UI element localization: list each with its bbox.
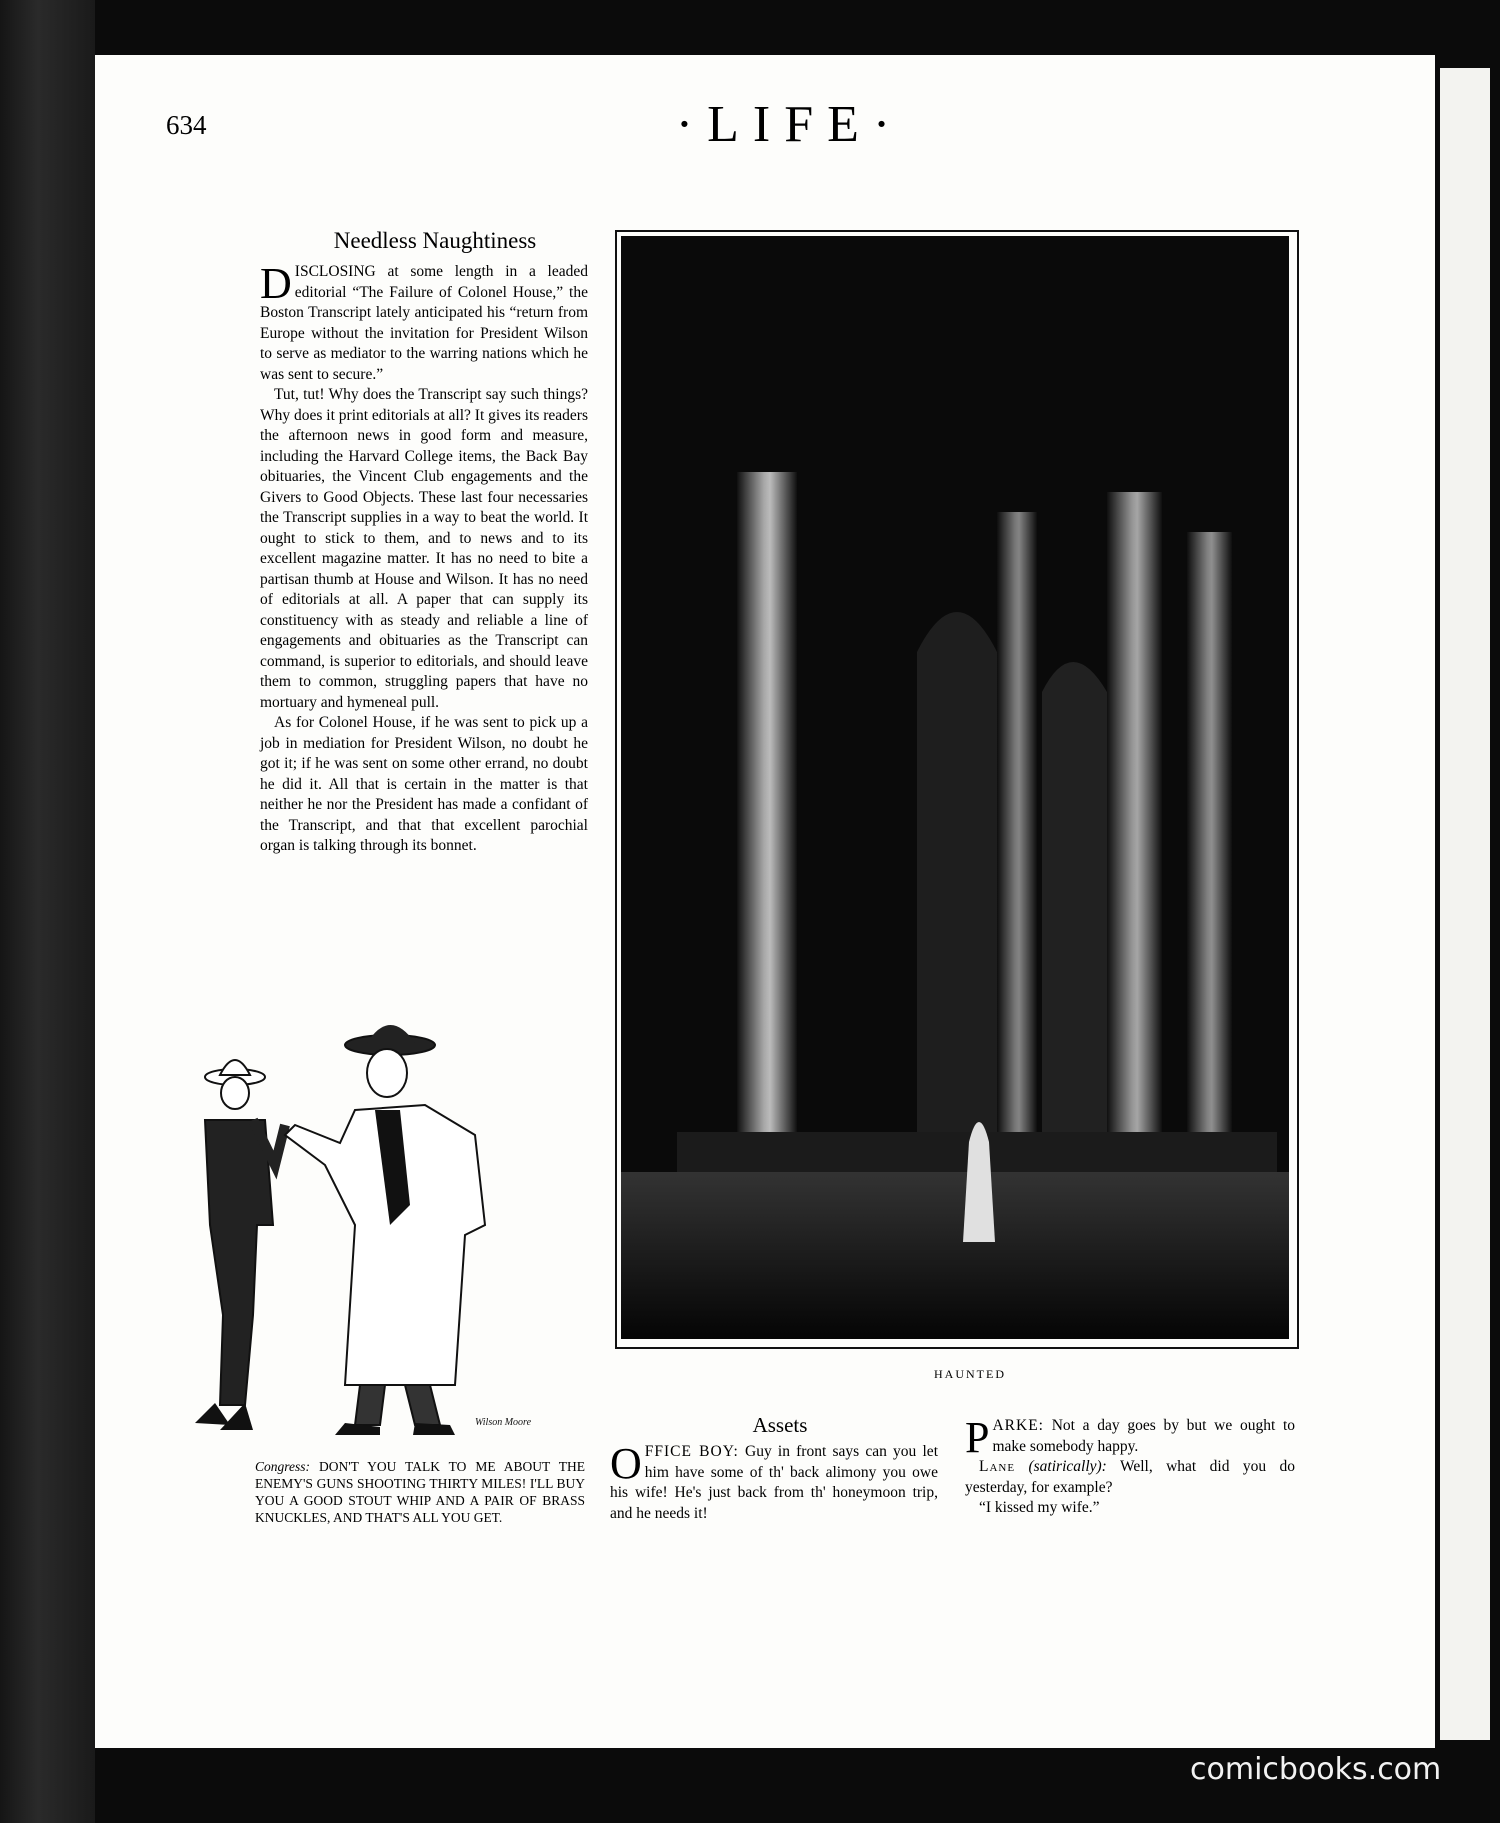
article-body (260, 259, 588, 857)
dialogue-line-1: Not a day goes by but we ought to make somebody happy. (992, 1417, 1296, 1455)
article-paragraph: Tut, tut! Why does the Transcript say such things? Why does it print editorials at all? It gives its readers the afternoon news in good form and measure, including the Harvard College items, the Back Bay obituaries, the Vincent Club engagements and the Givers to Good Objects. These last four necessaries the Transcript supplies in a way to beat the world. It ought to stick to them, and to news and to its excellent magazine matter. It has no need to bite a partisan thumb at House and Wilson. It has no need of editorials at all. A paper that can supply its constituency with as steady and reliable a line of engagements and obituaries as the Transcript can command, is superior to editorials, and should leave them to common, struggling papers that have no mortuary and hymeneal pull. (260, 386, 588, 711)
artist-signature: Wilson Moore (475, 1417, 532, 1428)
article-paragraph: DISCLOSING at some length in a leaded editorial “The Failure of Colonel House,” the Boston Transcript lately anticipated his “return from Europe without the invitation for President Wilson to serve as mediator to the warring nations which he was sent to secure.” (260, 259, 588, 383)
congress-cartoon (175, 1025, 595, 1445)
article-title: Needless Naughtiness (333, 228, 537, 253)
dialogue-lead: ARKE: (992, 1417, 1044, 1434)
facing-page-edge (1440, 68, 1490, 1740)
scan-background-left (0, 0, 95, 1823)
dialogue-body (965, 1413, 1296, 1519)
drop-cap: P (965, 1413, 990, 1462)
soldier-figure (195, 1060, 285, 1430)
dialogue-speaker-2: Lane (979, 1458, 1016, 1475)
haunted-illustration (617, 232, 1293, 1343)
dialogue-speaker-2-note: (satirically): (1028, 1458, 1107, 1475)
cartoon-caption-speaker: Congress: (255, 1459, 311, 1474)
assets-title: Assets (752, 1413, 808, 1437)
assets-text: Guy in front says can you let him have some of th' back alimony you owe his wife! He's just back from th' honeymoon trip, and he needs it! (610, 1443, 938, 1522)
congress-figure (285, 1025, 485, 1435)
assets-body (610, 1439, 938, 1524)
dialogue-line-2: Well, what did you do yesterday, for example? (965, 1458, 1295, 1496)
article-paragraph: As for Colonel House, if he was sent to pick up a job in mediation for President Wilson, no doubt he got it; if he was sent on some other errand, no doubt he did it. All that is certain in the matter is that neither he nor the President has made a confidant of the Transcript, and that that excellent parochial organ is talking through its bonnet. (260, 714, 588, 854)
drop-cap: O (610, 1439, 642, 1488)
site-watermark: comicbooks.com (1190, 1752, 1442, 1787)
assets-lead: FFICE BOY: (644, 1443, 739, 1460)
illustration-caption: HAUNTED (934, 1367, 1006, 1381)
cartoon-caption-text: DON'T YOU TALK TO ME ABOUT THE ENEMY'S GUNS SHOOTING THIRTY MILES! I'LL BUY YOU A GOOD STOUT WHIP AND A PAIR OF BRASS KNUCKLES, AND THAT'S ALL YOU GET. (255, 1459, 585, 1525)
page-number: 634 (166, 110, 207, 140)
haunted-illustration-frame (615, 230, 1299, 1349)
drop-cap: D (260, 259, 292, 308)
cartoon-caption (255, 1458, 585, 1526)
dialogue-line-3: “I kissed my wife.” (979, 1499, 1100, 1516)
masthead: ·LIFE· (675, 96, 905, 153)
